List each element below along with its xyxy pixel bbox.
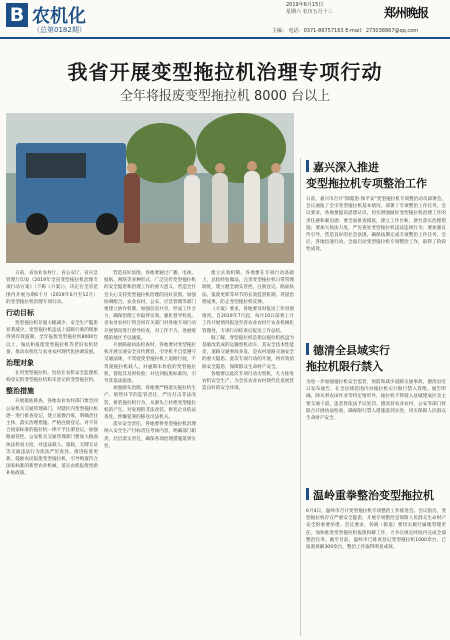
section-title: 农机化	[32, 6, 86, 27]
photo-person	[212, 173, 228, 243]
contact-line	[272, 27, 448, 34]
email-address: E-mail：273038867@qq.com	[345, 28, 419, 34]
issue-date: 2019年6月15日	[286, 2, 324, 8]
issue-weekday: 星期六 农历五月十三	[286, 9, 333, 15]
photo-person-head	[215, 163, 225, 173]
photo-person	[244, 171, 260, 243]
section-number: （总第0182期）	[33, 26, 86, 34]
article-paragraph: 落实安全责任。各地要将变型拖拉机治理纳入安全生产目标责任考核内容，明确部门职责，层层落实责任，确保各项治理措施落到实处。	[104, 422, 196, 449]
photo-person	[124, 173, 140, 243]
main-subheadline: 全年将报废变型拖拉机 8000 台以上	[119, 89, 331, 104]
sidebar-story2-title	[306, 343, 446, 375]
section-letter: B	[6, 3, 28, 27]
sidebar-story1-title-line1: 嘉兴深入推进	[306, 160, 446, 176]
sidebar-story3-body: 6月4日，温岭市召开变型拖拉机专项整治工作推进会。会议指出，变型拖拉机存在严重安全隐患，开展专项整治是保障人民群众生命财产安全的重要举措。会议要求，各镇（街道）要切实履行属地管理责任，加快推进变型拖拉机报废拆解工作，力争在规定时间内完成全部整治任务。截至目前，温岭市已排查登记变型拖拉机1000余台，已报废拆解300余台，整治工作取得明显成效。	[306, 509, 446, 551]
photo-person-head	[247, 161, 257, 171]
photo-truck-window	[26, 153, 86, 178]
title-bar-icon	[306, 343, 309, 355]
sidebar-story3-title: 温岭重拳整治变型拖拉机	[306, 488, 446, 504]
article-paragraph: 据了解，变型拖拉机是指以拖拉机底盘为基础改装成的运输型机动车，其安全技术性能差，道路交通事故多发，是农村道路交通安全的重大隐患。此次专项行动的开展，将有效消除安全隐患，保障群众生命财产安全。	[202, 335, 294, 370]
article-column-3	[202, 270, 294, 636]
article-paragraph: 建立长效机制。各地要在专项行动基础上，总结经验做法，完善变型拖拉机日常管理制度，建立健全源头管控、注册登记、路面执法、报废更新等环节的长效监管机制，巩固治理成果，防止变型拖拉机反弹。	[202, 271, 294, 305]
photo-wheel	[26, 213, 48, 235]
sidebar-story2-title-line1: 德清全县域实行	[306, 343, 446, 359]
sidebar-story1-title-line2: 变型拖拉机专项整治工作	[306, 177, 427, 190]
photo-person-head	[187, 165, 197, 175]
article-subheading: 行动目标	[6, 309, 34, 318]
article-column-1	[6, 270, 98, 636]
title-bar-icon	[306, 160, 309, 172]
news-photo	[6, 113, 294, 263]
column-divider	[300, 158, 301, 636]
phone-number: 电话：0371-86757163	[288, 28, 344, 34]
article-paragraph: 开展路面执法检查时，各地要对变型拖拉机开展交通安全宣传教育，引导机手自觉遵守交通法规，不驾驶变型拖拉机上道路行驶，不驾驶拖拉机载人。对逾期未检验的变型拖拉机，督促其及时检验；对达到报废标准的，引导其依法报废。	[104, 343, 196, 385]
masthead-rule	[0, 37, 450, 39]
photo-person	[184, 175, 200, 243]
photo-person	[268, 173, 284, 243]
article-paragraph: 变型拖拉机存量大幅减少，安全生产隐患显著减少，变型拖拉机违法上道路行驶的现象得到有效遏制，全年报废变型拖拉机8000台以上，淘汰和报废变型拖拉机等老旧农机装备，推动农机化与农业农村现代化协调发展。	[6, 321, 98, 355]
article-subheading: 整治措施	[6, 387, 34, 396]
date-info	[286, 2, 386, 16]
article-subheading: 治理对象	[6, 359, 34, 368]
article-paragraph: 开展摸底排查。各地农业农村部门要会同公安机关交通管理部门，对辖区内变型拖拉机逐一进行排查登记，建立底数台账，明确责任主体，落实治理措施。严格注册登记。对不符合国家标准的拖拉机一律不予注册登记。加强路面管控。公安机关交通管理部门要加大路面执法检查力度，对违法载人、超载、无牌无证等交通违法行为依法严厉查处。推进报废更新。鼓励农民报废变型拖拉机，引导购置符合国家标准的新型农业机械，落实农机报废更新补贴政策。	[6, 399, 98, 477]
photo-person-head	[271, 163, 281, 173]
editor-label: 主编：	[272, 28, 288, 34]
main-headline: 我省开展变型拖拉机治理专项行动	[67, 60, 383, 84]
sidebar-story2-body: 为进一步加强拖拉机安全监管，预防和减少道路交通事故，德清县近日发布通告，在全县域范围内对拖拉机实行限行禁入管理。通告明确，除从事农田作业等特定情形外，拖拉机不得驶入县城建成区及主要交通干道，违者将依法予以处罚。德清县农业农村、公安等部门将联合开展执法检查，确保限行禁入措施落到实处，切实保障人民群众生命财产安全。	[306, 380, 446, 422]
photo-wheel	[96, 213, 118, 235]
article-paragraph: 加强源头治理。各地要严格落实拖拉机生产、销售环节的监管责任，严厉打击非法改装、拼装拖拉机行为，从源头上杜绝变型拖拉机的产生。对发现的非法改装、拼装企业依法查处，涉嫌犯罪的移送司法机关。	[104, 386, 196, 421]
photo-person-head	[127, 163, 137, 173]
article-paragraph: 在用变型拖拉机，包括在农机安全监理机构登记的变型拖拉机和未登记的变型拖拉机。	[6, 371, 98, 384]
sidebar-story1-title	[306, 160, 446, 192]
article-paragraph: 营造良好氛围。各地要通过广播、电视、报纸、网络等多种形式，广泛宣传变型拖拉机的安全隐患和治理工作的重大意义，营造全社会关心支持变型拖拉机治理的良好氛围。加强协调配合。农业农村、公安、应急管理等部门要建立协作机制，加强信息共享，形成工作合力，确保治理工作取得实效。强化督导检查。省农业农村厅将会同有关部门对各地专项行动开展情况进行督导检查，对工作不力、进展缓慢的地区予以通报。	[104, 271, 196, 341]
article-column-2	[104, 270, 196, 636]
article-paragraph: 日前，省农业农村厅、省公安厅、省应急管理厅印发《2019年全省变型拖拉机治理专项行动方案》（下称《方案》），决定在全省范围内开展为期6个月（2019年6月至12月）的变型拖拉机治理专项行动。	[6, 271, 98, 305]
sidebar-story2-title-line2: 拖拉机限行禁入	[306, 360, 383, 373]
article-paragraph: 各地要以此次专项行动为契机，大力推进农机安全生产，为全省农业农村现代化发展营造良好的安全环境。	[202, 371, 294, 392]
masthead	[0, 0, 450, 40]
newspaper-brand: 郑州晚报	[384, 6, 429, 20]
title-bar-icon	[306, 488, 309, 500]
sidebar-story1-body: 日前，嘉兴市召开“除隐患·保平安”变型拖拉机专项整治动员部署会。会议通报了全市变型拖拉机基本情况，部署了专项整治工作任务。会议要求，各地要提高思想认识，切实增强做好变型拖拉机治理工作的责任感和紧迫感；要全面排查摸底，建立工作台账，逐台落实治理措施；要加大执法力度，严厉查处变型拖拉机违法违规行为；要加强宣传引导，营造良好的社会氛围，确保按期完成专项整治工作任务。会后，各地迅速行动，全面启动变型拖拉机专项整治工作，取得了阶段性成效。	[306, 197, 446, 253]
article-paragraph: 《方案》要求，各地要及时报送工作进展情况。自2019年7月起，每月10日前将上月工作开展情况报送至省农业农村厅农业机械化管理处，专项行动结束后报送工作总结。	[202, 307, 294, 334]
